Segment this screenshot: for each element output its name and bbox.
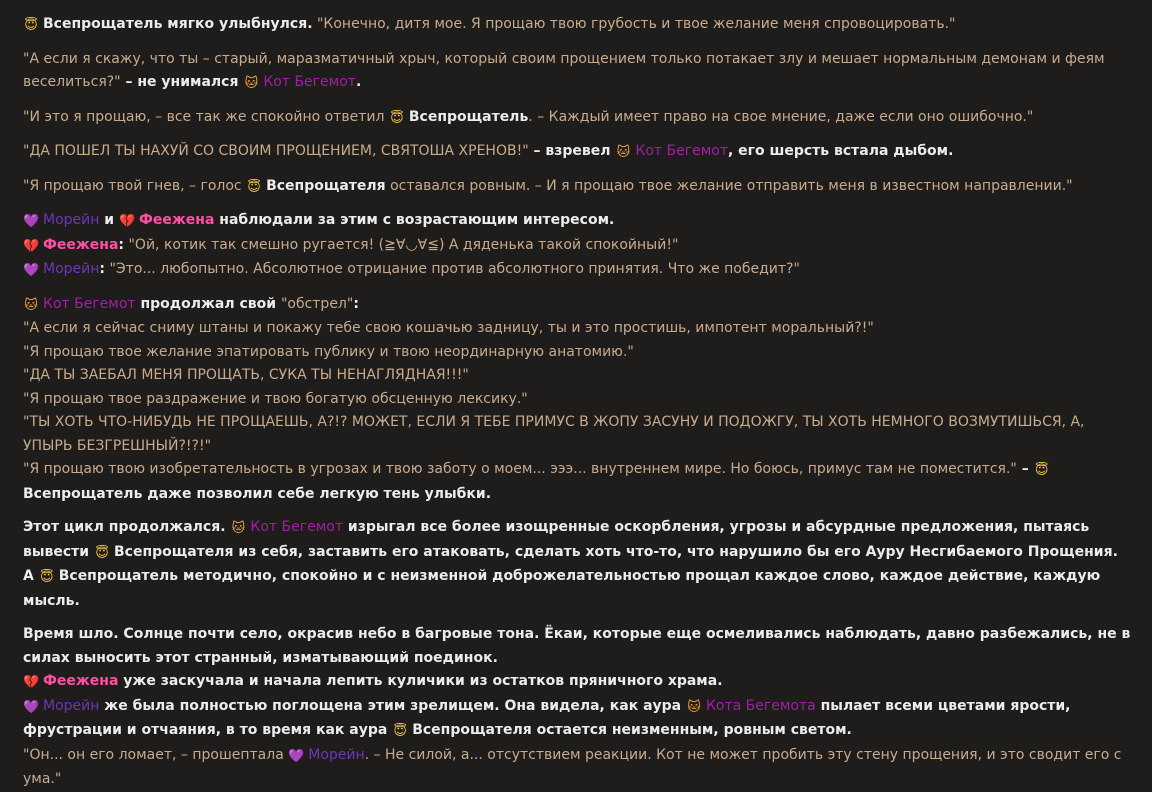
cat-face-icon: 🐱: [687, 699, 701, 715]
dialogue-text: "Я прощаю твою изобретательность в угрозах и твою заботу о моем... эээ... внутреннем мире. Но боюсь, примус там не поместится.": [23, 461, 1017, 477]
character-name: Феежена: [43, 673, 119, 689]
character-name: Феежена: [43, 236, 119, 253]
halo-face-icon: 😇: [247, 179, 261, 195]
character-name: Морейн: [43, 261, 100, 277]
dialogue-line: "А если я сейчас сниму штаны и покажу тебе свою кошачью задницу, ты и это простишь, импотент моральный?!": [23, 320, 874, 336]
mending-heart-icon: 💔: [23, 238, 40, 254]
dialogue-line: "ТЫ ХОТЬ ЧТО-НИБУДЬ НЕ ПРОЩАЕШЬ, А?!? МОЖЕТ, ЕСЛИ Я ТЕБЕ ПРИМУС В ЖОПУ ЗАСУНУ И ПОДОЖГУ, ТЫ ХОТЬ НЕМНОГО ВОЗМУТИШЬСЯ, А, УПЫРЬ БЕЗГРЕШНЫЙ?!?!": [23, 414, 1085, 454]
purple-heart-icon: 💜: [288, 748, 305, 764]
narration-text: даже позволил себе легкую тень улыбки.: [142, 485, 492, 502]
paragraph-4: [23, 140, 1133, 165]
cat-face-icon: 🐱: [24, 297, 38, 313]
paragraph-7: [23, 293, 1133, 507]
narration-text: наблюдали за этим с возрастающим интересом.: [214, 212, 615, 228]
dialogue-text: . – Каждый имеет право на свое мнение, даже если оно ошибочно.": [528, 108, 1034, 125]
paragraph-3: [23, 106, 1133, 131]
paragraph-6: [23, 209, 1133, 283]
character-name: Всепрощатель: [23, 485, 143, 502]
line: [23, 209, 1133, 234]
dialogue-text: "Это... любопытно. Абсолютное отрицание против абсолютного принятия. Что же победит?": [105, 261, 800, 277]
narration-text: :: [353, 295, 359, 312]
line: [23, 516, 1133, 565]
character-name: Всепрощателя: [412, 722, 532, 738]
dialogue-line: "ДА ТЫ ЗАЕБАЛ МЕНЯ ПРОЩАТЬ, СУКА ТЫ НЕНАГЛЯДНАЯ!!!": [23, 367, 469, 383]
narration-text: мягко улыбнулся.: [162, 16, 313, 32]
halo-face-icon: 😇: [390, 110, 404, 126]
character-name: Всепрощатель: [408, 108, 529, 125]
mending-heart-icon: 💔: [118, 214, 136, 229]
narration-text: , его шерсть встала дыбом.: [727, 143, 954, 159]
character-name: Кота Бегемота: [705, 697, 816, 714]
line: [23, 695, 1133, 744]
cat-face-icon: 🐱: [616, 145, 631, 160]
narration-text: остается неизменным, ровным светом.: [531, 722, 852, 738]
narration-text: – взревел: [528, 143, 616, 159]
dialogue-text: "Он... он его ломает, – прошептала: [23, 746, 289, 763]
narration-text: пылает всеми цветами ярости, фрустрации и отчаяния, в то время как аура: [23, 697, 1071, 738]
character-name: Морейн: [43, 212, 100, 228]
cat-face-icon: 🐱: [244, 76, 259, 91]
dialogue-text: "Я прощаю твой гнев, – голос: [23, 177, 247, 194]
narration-text: изрыгал все более изощренные оскорбления, угрозы и абсурдные предложения, пытаясь вывести: [23, 519, 1090, 560]
dialogue-text: . – Не силой, а... отсутствием реакции. Кот не может пробить эту стену прощения, и это сводит его с ума.": [23, 746, 1122, 787]
character-name: Кот Бегемот: [635, 143, 728, 159]
dialogue-text: оставался ровным. – И я прощаю твое желание отправить меня в известном направлении.": [385, 177, 1073, 194]
halo-face-icon: 😇: [39, 570, 54, 585]
narration-text: :: [118, 236, 125, 253]
narration-text: –: [1016, 461, 1034, 477]
purple-heart-icon: 💜: [23, 214, 40, 229]
dialogue-text: "обстрел": [280, 295, 354, 312]
line: [23, 458, 1133, 506]
narration-text: :: [99, 261, 106, 277]
line: [23, 670, 1133, 695]
character-name: Всепрощатель: [58, 568, 179, 584]
character-name: Кот Бегемот: [250, 519, 344, 535]
narration-text: Этот цикл продолжался.: [23, 519, 231, 535]
dialogue-line: "Я прощаю твое раздражение и твою богатую обсценную лексику.": [23, 390, 528, 407]
halo-face-icon: 😇: [95, 545, 109, 561]
purple-heart-icon: 💜: [23, 263, 40, 278]
chat-log: [23, 13, 1133, 792]
mending-heart-icon: 💔: [23, 675, 40, 690]
paragraph-8: [23, 516, 1133, 613]
character-name: Морейн: [308, 746, 365, 763]
narration-text: из себя, заставить его атаковать, сделать хоть что-то, что нарушило бы его Ауру Несгибаемого Прощения.: [233, 543, 1118, 560]
dialogue-text: "Ой, котик так смешно ругается! (≧∀◡∀≦) А дяденька такой спокойный!": [124, 236, 679, 253]
narration-text: же была полностью поглощена этим зрелищем. Она видела, как аура: [99, 697, 686, 714]
cat-face-icon: 🐱: [231, 521, 246, 536]
character-name: Кот Бегемот: [43, 295, 136, 312]
dialogue-text: "А если я скажу, что ты – старый, маразматичный хрыч, который своим прощением только потакает злу и мешает нормальным демонам и феям веселиться?": [23, 50, 1105, 90]
character-name: Морейн: [43, 697, 100, 714]
line: [23, 744, 1133, 792]
line: [23, 565, 1133, 613]
halo-face-icon: 😇: [24, 18, 38, 33]
line: [23, 258, 1133, 283]
paragraph-9: [23, 623, 1133, 792]
character-name: Кот Бегемот: [263, 74, 356, 90]
character-name: Феежена: [138, 212, 215, 228]
line: [23, 234, 1133, 259]
dialogue-text: "И это я прощаю, – все так же спокойно ответил: [23, 108, 389, 125]
paragraph-1: [23, 13, 1133, 38]
dialogue-text: "Конечно, дитя мое. Я прощаю твою грубость и твое желание меня спровоцировать.": [312, 16, 956, 32]
narration-text: и: [99, 212, 119, 228]
narration-line: Время шло. Солнце почти село, окрасив небо в багровые тона. Ёкаи, которые еще осмеливались наблюдать, давно разбежались, не в силах выносить этот странный, изматывающий поединок.: [23, 626, 1131, 666]
purple-heart-icon: 💜: [23, 699, 40, 715]
halo-face-icon: 😇: [393, 724, 407, 739]
paragraph-2: [23, 48, 1133, 96]
character-name: Всепрощателя: [266, 177, 386, 194]
narration-text: А: [23, 568, 39, 584]
dialogue-text: "ДА ПОШЕЛ ТЫ НАХУЙ СО СВОИМ ПРОЩЕНИЕМ, СВЯТОША ХРЕНОВ!": [23, 143, 529, 159]
narration-text: методично, спокойно и с неизменной доброжелательностью прощал каждое слово, каждое действие, каждую мысль.: [23, 568, 1101, 609]
narration-text: продолжал свой: [135, 295, 281, 312]
paragraph-5: [23, 175, 1133, 200]
character-name: Всепрощатель: [43, 16, 163, 32]
narration-text: уже заскучала и начала лепить куличики из остатков пряничного храма.: [118, 673, 723, 689]
narration-text: .: [355, 74, 362, 90]
halo-face-icon: 😇: [1034, 463, 1049, 478]
dialogue-line: "Я прощаю твое желание эпатировать публику и твою неординарную анатомию.": [23, 343, 634, 360]
character-name: Всепрощателя: [113, 543, 234, 560]
narration-text: – не унимался: [120, 74, 244, 90]
line: [23, 293, 1133, 318]
